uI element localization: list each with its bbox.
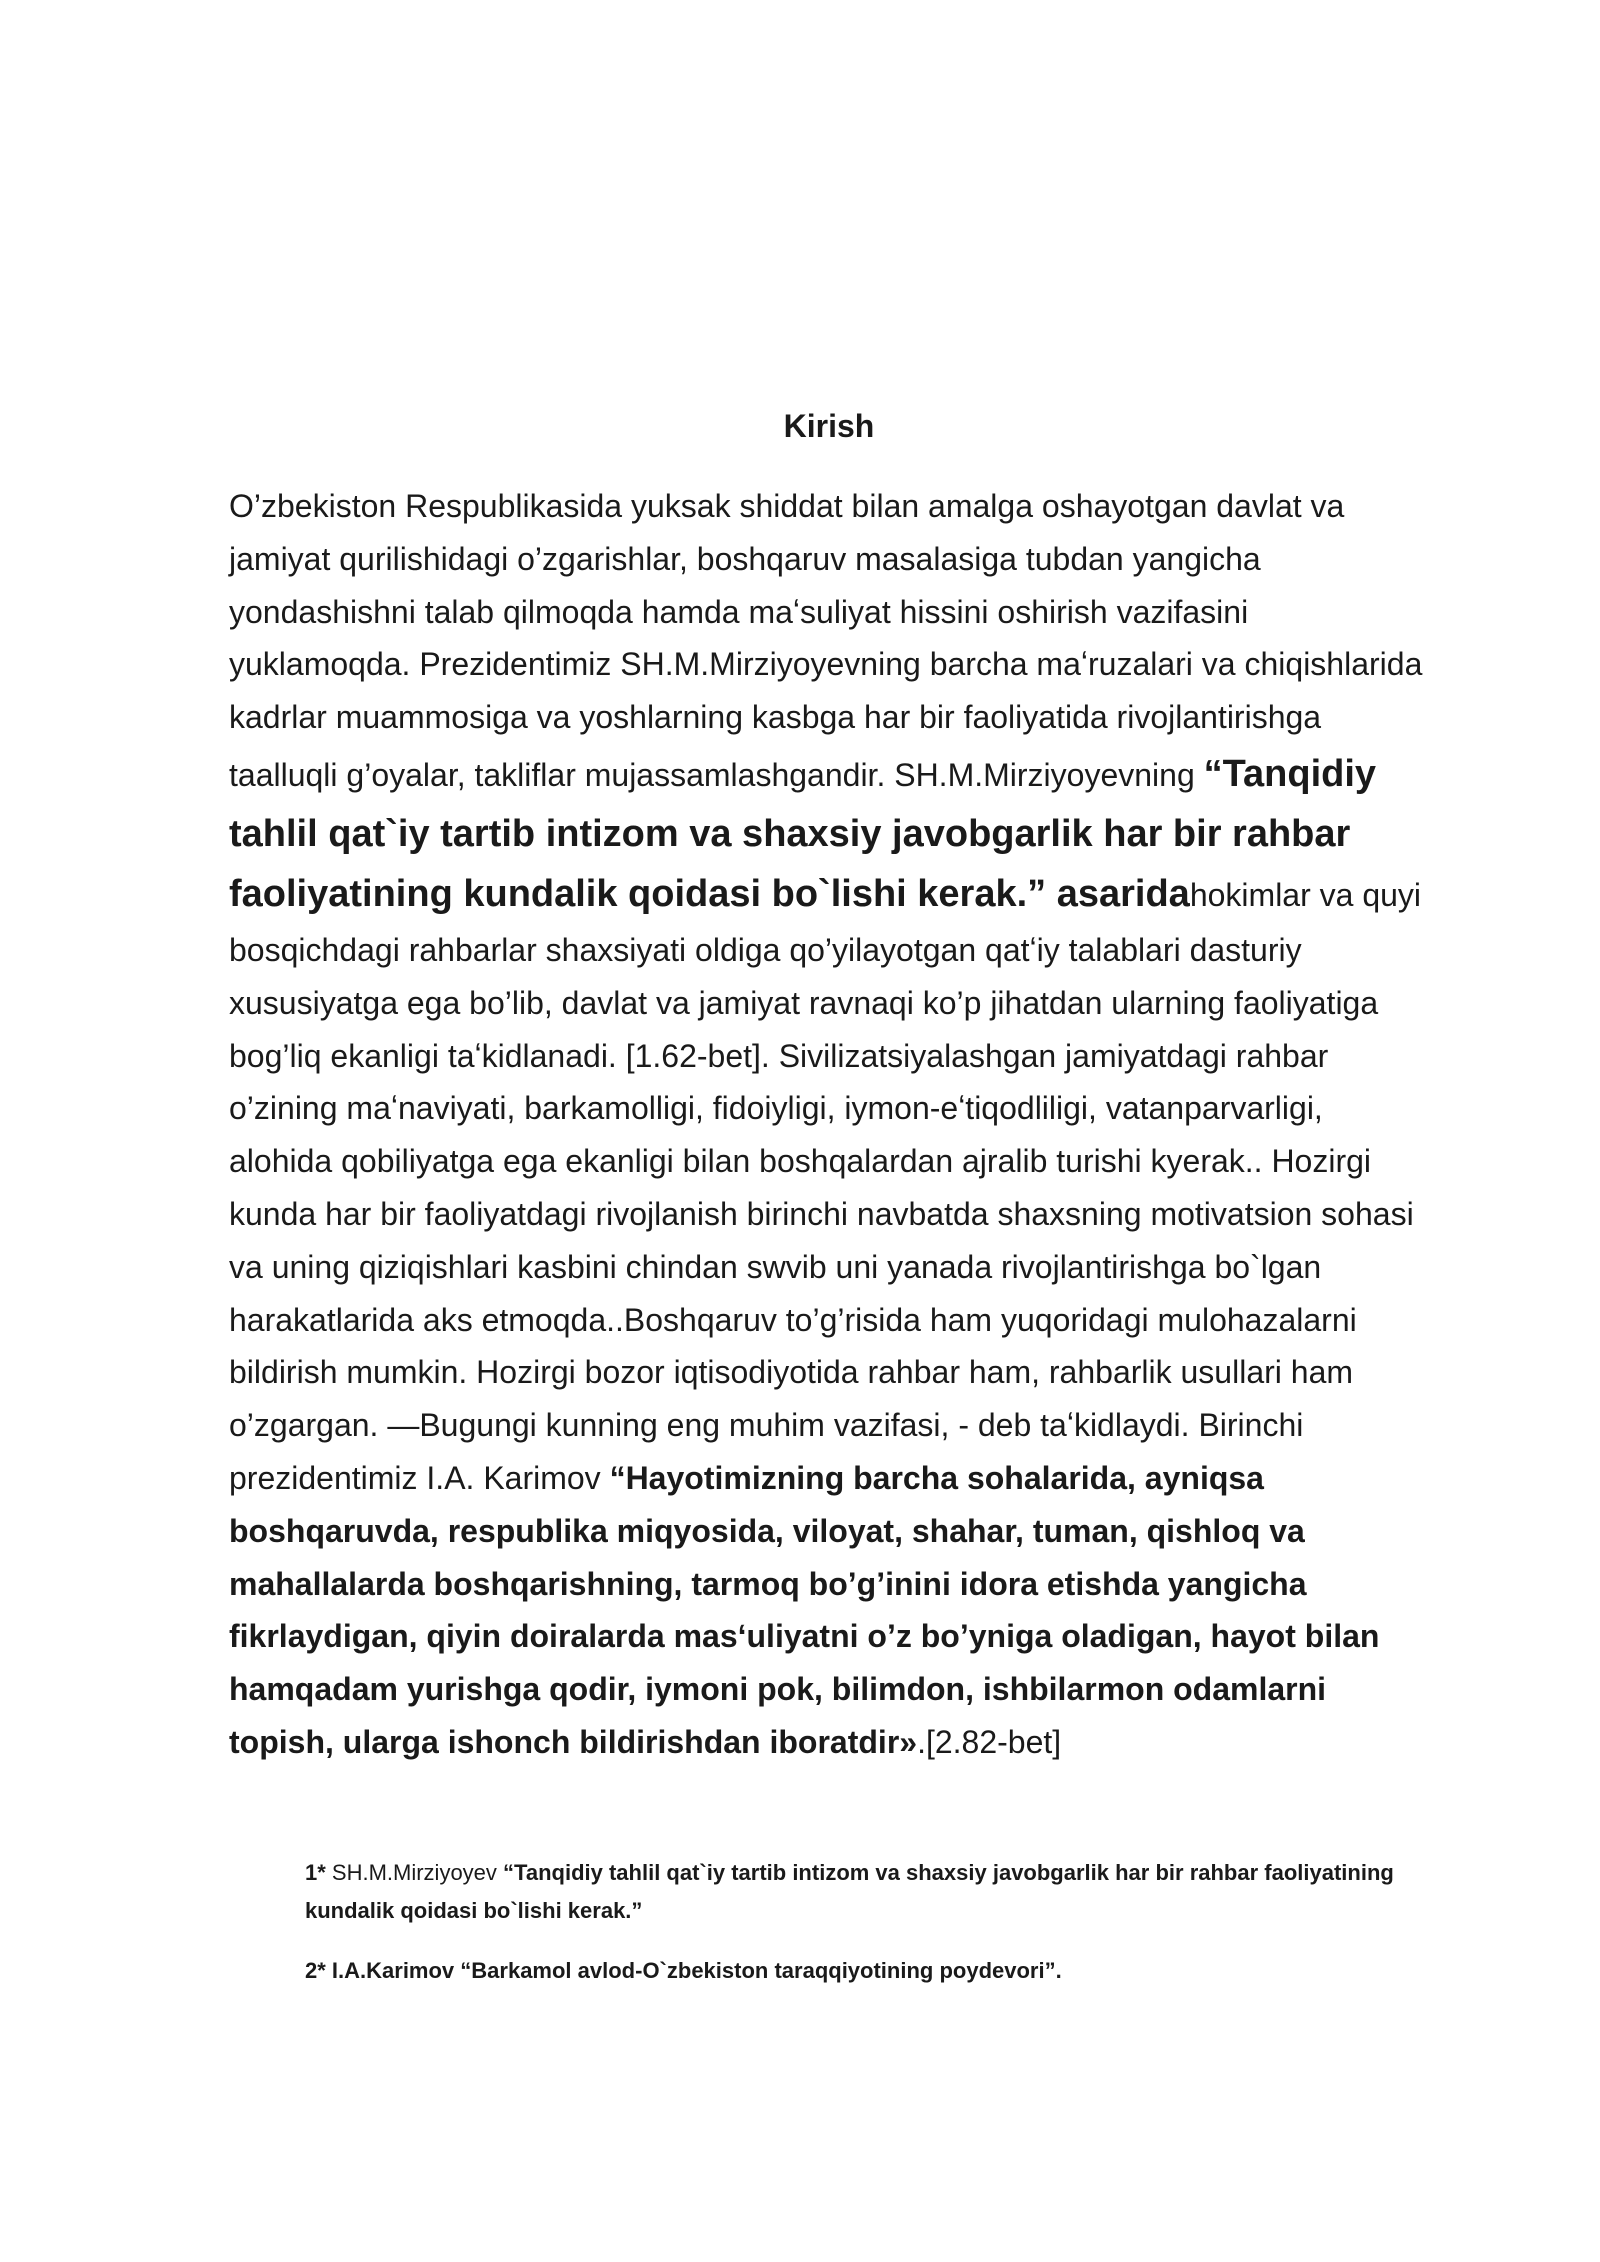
footnote-number: 1* [305,1860,326,1885]
footnote-2 [305,1952,1435,1990]
karimov-quote: “Hayotimizning barcha sohalarida, ayniqsa boshqaruvda, respublika miqyosida, viloyat, shahar, tuman, qishloq va mahallalarda boshqarishning, tarmoq bo’g’inini idora etishda yangicha fikrlaydigan, qiyin doiralarda masʻuliyatni o’z bo’yniga oladigan, hayot bilan hamqadam yurishga qodir, iymoni pok, bilimdon, ishbilarmon odamlarni topish, ularga ishonch bildirishdan iboratdir» [229,1459,1380,1760]
paragraph-text-part-1: O’zbekiston Respublikasida yuksak shiddat bilan amalga oshayotgan davlat va jamiyat qurilishidagi o’zgarishlar, boshqaruv masalasiga tubdan yangicha yondashishni talab qilmoqda hamda maʻsuliyat hissini oshirish vazifasini yuklamoqda. Prezidentimiz SH.M.Mirziyoyevning barcha maʻruzalari va chiqishlarida kadrlar muammosiga va yoshlarning kasbga har bir faoliyatida rivojlantirishga taalluqli g’oyalar, takliflar mujassamlashgandir. SH.M.Mirziyoyevning [229,488,1423,793]
mirziyoyev-quote: “Tanqidiy tahlil qat`iy tartib intizom va shaxsiy javobgarlik har bir rahbar faoliyatining kundalik qoidasi bo`lishi kerak.” asarida [229,752,1377,915]
footnotes [305,1854,1435,2012]
footnote-number: 2* [305,1958,326,1983]
section-title: Kirish [783,408,875,444]
footnote-author: I.A.Karimov [325,1958,461,1983]
footnote-author: SH.M.Mirziyoyev [325,1860,504,1885]
paragraph-text-part-2: hokimlar va quyi bosqichdagi rahbarlar shaxsiyati oldiga qo’yilayotgan qatʻiy talablari dasturiy xususiyatga ega bo’lib, davlat va jamiyat ravnaqi ko’p jihatdan ularning faoliyatiga bog’liq ekanligi taʻkidlanadi. [1.62-bet]. Sivilizatsiyalashgan jamiyatdagi rahbar o’zining maʻnaviyati, barkamolligi, fidoiyligi, iymon-eʻtiqodliligi, vatanparvarligi, alohida qobiliyatga ega ekanligi bilan boshqalardan ajralib turishi kyerak.. Hozirgi kunda har bir faoliyatdagi rivojlanish birinchi navbatda shaxsning motivatsion sohasi va uning qiziqishlari kasbini chindan swvib uni yanada rivojlantirishga bo`lgan harakatlarida aks etmoqda..Boshqaruv to’g’risida ham yuqoridagi mulohazalarni bildirish mumkin. Hozirgi bozor iqtisodiyotida rahbar ham, rahbarlik usullari ham o’zgargan. ―Bugungi kunning eng muhim vazifasi, - deb taʻkidlaydi. Birinchi prezidentimiz I.A. Karimov [229,876,1422,1496]
intro-paragraph [229,480,1429,1769]
footnote-title: “Tanqidiy tahlil qat`iy tartib intizom va shaxsiy javobgarlik har bir rahbar faoliyatining kundalik qoidasi bo`lishi kerak.” [305,1860,1394,1923]
footnote-1 [305,1854,1435,1930]
paragraph-text-part-3: .[2.82-bet] [917,1723,1062,1760]
footnote-title: “Barkamol avlod-O`zbekiston taraqqiyotining poydevori”. [460,1958,1062,1983]
